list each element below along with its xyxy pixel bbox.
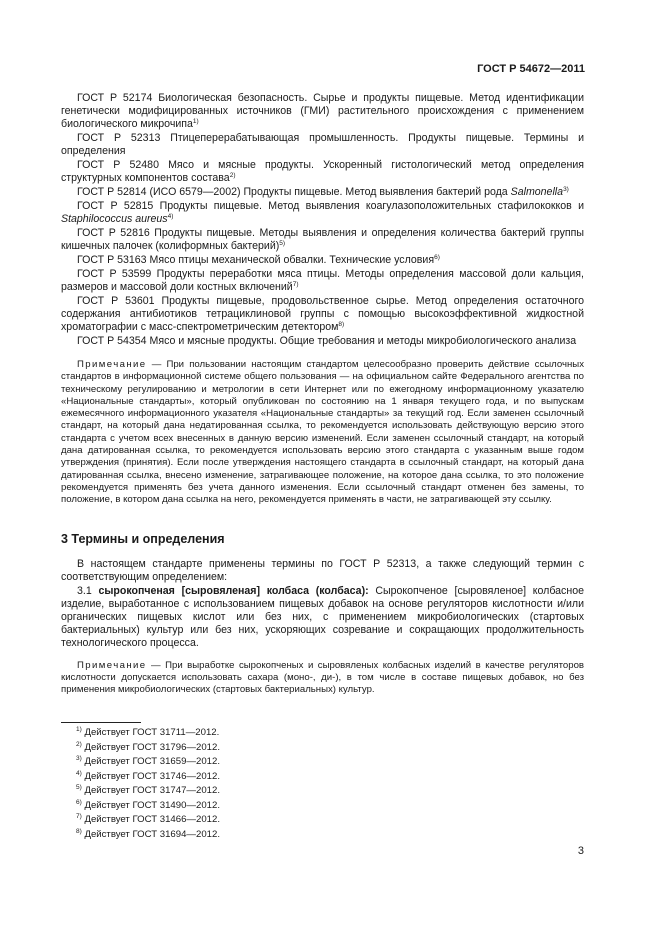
- reference-item: ГОСТ Р 52174 Биологическая безопасность. Сырье и продукты пищевые. Метод идентификации генетически модифицированных источников (ГМИ) растительного происхождения с применением биологического микрочипа$^{1)}$: [61, 92, 584, 130]
- page-header-standard: ГОСТ Р 54672—2011: [477, 63, 585, 75]
- footnote-item: $^{2)}$ Действует ГОСТ 31796—2012.: [76, 740, 221, 753]
- term-definition: 3.1 сырокопченая [сыровяленая] колбаса (колбаса): Сырокопченое [сыровяленое] колбасное изделие, выработанное с использованием пищевых добавок на основе регуляторов кислотности и/или органических пищевых кислот или без них, с применением микробиологических (стартовых бактериальных) культур или без них, ускоряющих созревание и сокращающих продолжительность технологического процесса.: [61, 584, 584, 649]
- reference-item: ГОСТ Р 52816 Продукты пищевые. Методы выявления и определения количества бактерий группы кишечных палочек (колиформных бактерий)$^{5)}$: [61, 227, 584, 252]
- reference-item: ГОСТ Р 53601 Продукты пищевые, продовольственное сырье. Метод определения остаточного содержания антибиотиков тетрациклиновой группы с помощью высокоэффективной жидкостной хроматографии с масс-спектрометрическим детектором$^{8)}$: [61, 295, 584, 333]
- footnote-item: $^{4)}$ Действует ГОСТ 31746—2012.: [76, 769, 221, 782]
- references-list: [61, 92, 584, 348]
- italic-genus: Salmonella: [510, 186, 564, 198]
- section-title: 3 Термины и определения: [61, 531, 225, 546]
- italic-species: Staphilococcus aureus: [61, 213, 168, 225]
- reference-item: ГОСТ Р 53163 Мясо птицы механической обвалки. Технические условия$^{6)}$: [77, 254, 440, 266]
- footnote-ref: 1): [192, 118, 199, 125]
- reference-item: ГОСТ Р 52313 Птицеперерабатывающая промышленность. Продукты пищевые. Термины и определения: [61, 132, 584, 157]
- footnote-ref: 7): [292, 281, 299, 288]
- section-intro: В настоящем стандарте применены термины по ГОСТ Р 52313, а также следующий термин с соответствующим определением:: [61, 557, 584, 583]
- normative-note: Примечание — При пользовании настоящим стандартом целесообразно проверить действие ссылочных стандартов в информационной системе общего пользования — на официальном сайте Федерального агентства по техническому регулированию и метрологии в сети Интернет или по ежегодному информационному указателю «Национальные стандарты», который опубликован по состоянию на 1 января текущего года, и по выпускам ежемесячного информационного указателя «Национальные стандарты» за текущий год. Если заменен ссылочный стандарт, на который дана недатированная ссылка, то рекомендуется использовать действующую версию этого стандарта с учетом всех внесенных в данную версию изменений. Если заменен ссылочный стандарт, на который дана датированная ссылка, то рекомендуется использовать версию этого стандарта с указанным выше годом утверждения (принятия). Если после утверждения настоящего стандарта в ссылочный стандарт, на который дана датированная ссылка, внесено изменение, затрагивающее положение, на которое дана ссылка, то это положение рекомендуется применять без учета данного изменения. Если ссылочный стандарт отменен без замены, то положение, в котором дана ссылка на него, рекомендуется применять в части, не затрагивающей эту ссылку.: [61, 359, 584, 506]
- footnote-item: $^{1)}$ Действует ГОСТ 31711—2012.: [76, 726, 220, 738]
- footnote-ref: 4): [167, 213, 174, 220]
- page-number: 3: [577, 845, 584, 857]
- note-label: Примечание: [77, 659, 147, 671]
- reference-item: ГОСТ Р 52480 Мясо и мясные продукты. Ускоренный гистологический метод определения структурных компонентов состава$^{2)}$: [61, 159, 584, 184]
- footnote-item: $^{3)}$ Действует ГОСТ 31659—2012.: [76, 755, 221, 767]
- reference-item: ГОСТ Р 53599 Продукты переработки мяса птицы. Методы определения массовой доли кальция, размеров и массовой доли костных включений$^{7)}$: [61, 268, 584, 293]
- footnote-item: $^{6)}$ Действует ГОСТ 31490—2012.: [76, 798, 221, 811]
- footnote-item: $^{5)}$ Действует ГОСТ 31747—2012.: [76, 784, 221, 796]
- footnote-ref: 3): [563, 186, 569, 193]
- document-body: [61, 92, 584, 696]
- footnote-ref: 5): [279, 240, 286, 247]
- note-label: Примечание: [77, 359, 147, 370]
- reference-item: ГОСТ Р 52814 (ИСО 6579—2002) Продукты пищевые. Метод выявления бактерий рода Salmonella$^{3)}$: [77, 186, 569, 198]
- reference-item: ГОСТ Р 52815 Продукты пищевые. Метод выявления коагулазоположительных стафилококков и Staphilococcus aureus$^{4)}$: [61, 200, 584, 225]
- footnote-divider: [61, 722, 141, 723]
- footnote-ref: 8): [338, 321, 345, 328]
- term-note: Примечание — При выработке сырокопченых и сыровяленых колбасных изделий в качестве регуляторов кислотности допускается использовать сахара (моно-, ди-), в том числе в составе пищевых добавок, но без применения микробиологических (стартовых бактериальных) культур.: [61, 659, 584, 696]
- footnote-item: $^{8)}$ Действует ГОСТ 31694—2012.: [76, 827, 221, 840]
- reference-item: ГОСТ Р 54354 Мясо и мясные продукты. Общие требования и методы микробиологического анализа: [77, 335, 577, 347]
- term-name: сырокопченая [сыровяленая] колбаса (колбаса):: [98, 584, 369, 597]
- footnote-item: $^{7)}$ Действует ГОСТ 31466—2012.: [76, 813, 221, 825]
- footnote-ref: 2): [229, 172, 236, 179]
- footnotes-list: [76, 726, 220, 842]
- footnote-ref: 6): [434, 254, 440, 261]
